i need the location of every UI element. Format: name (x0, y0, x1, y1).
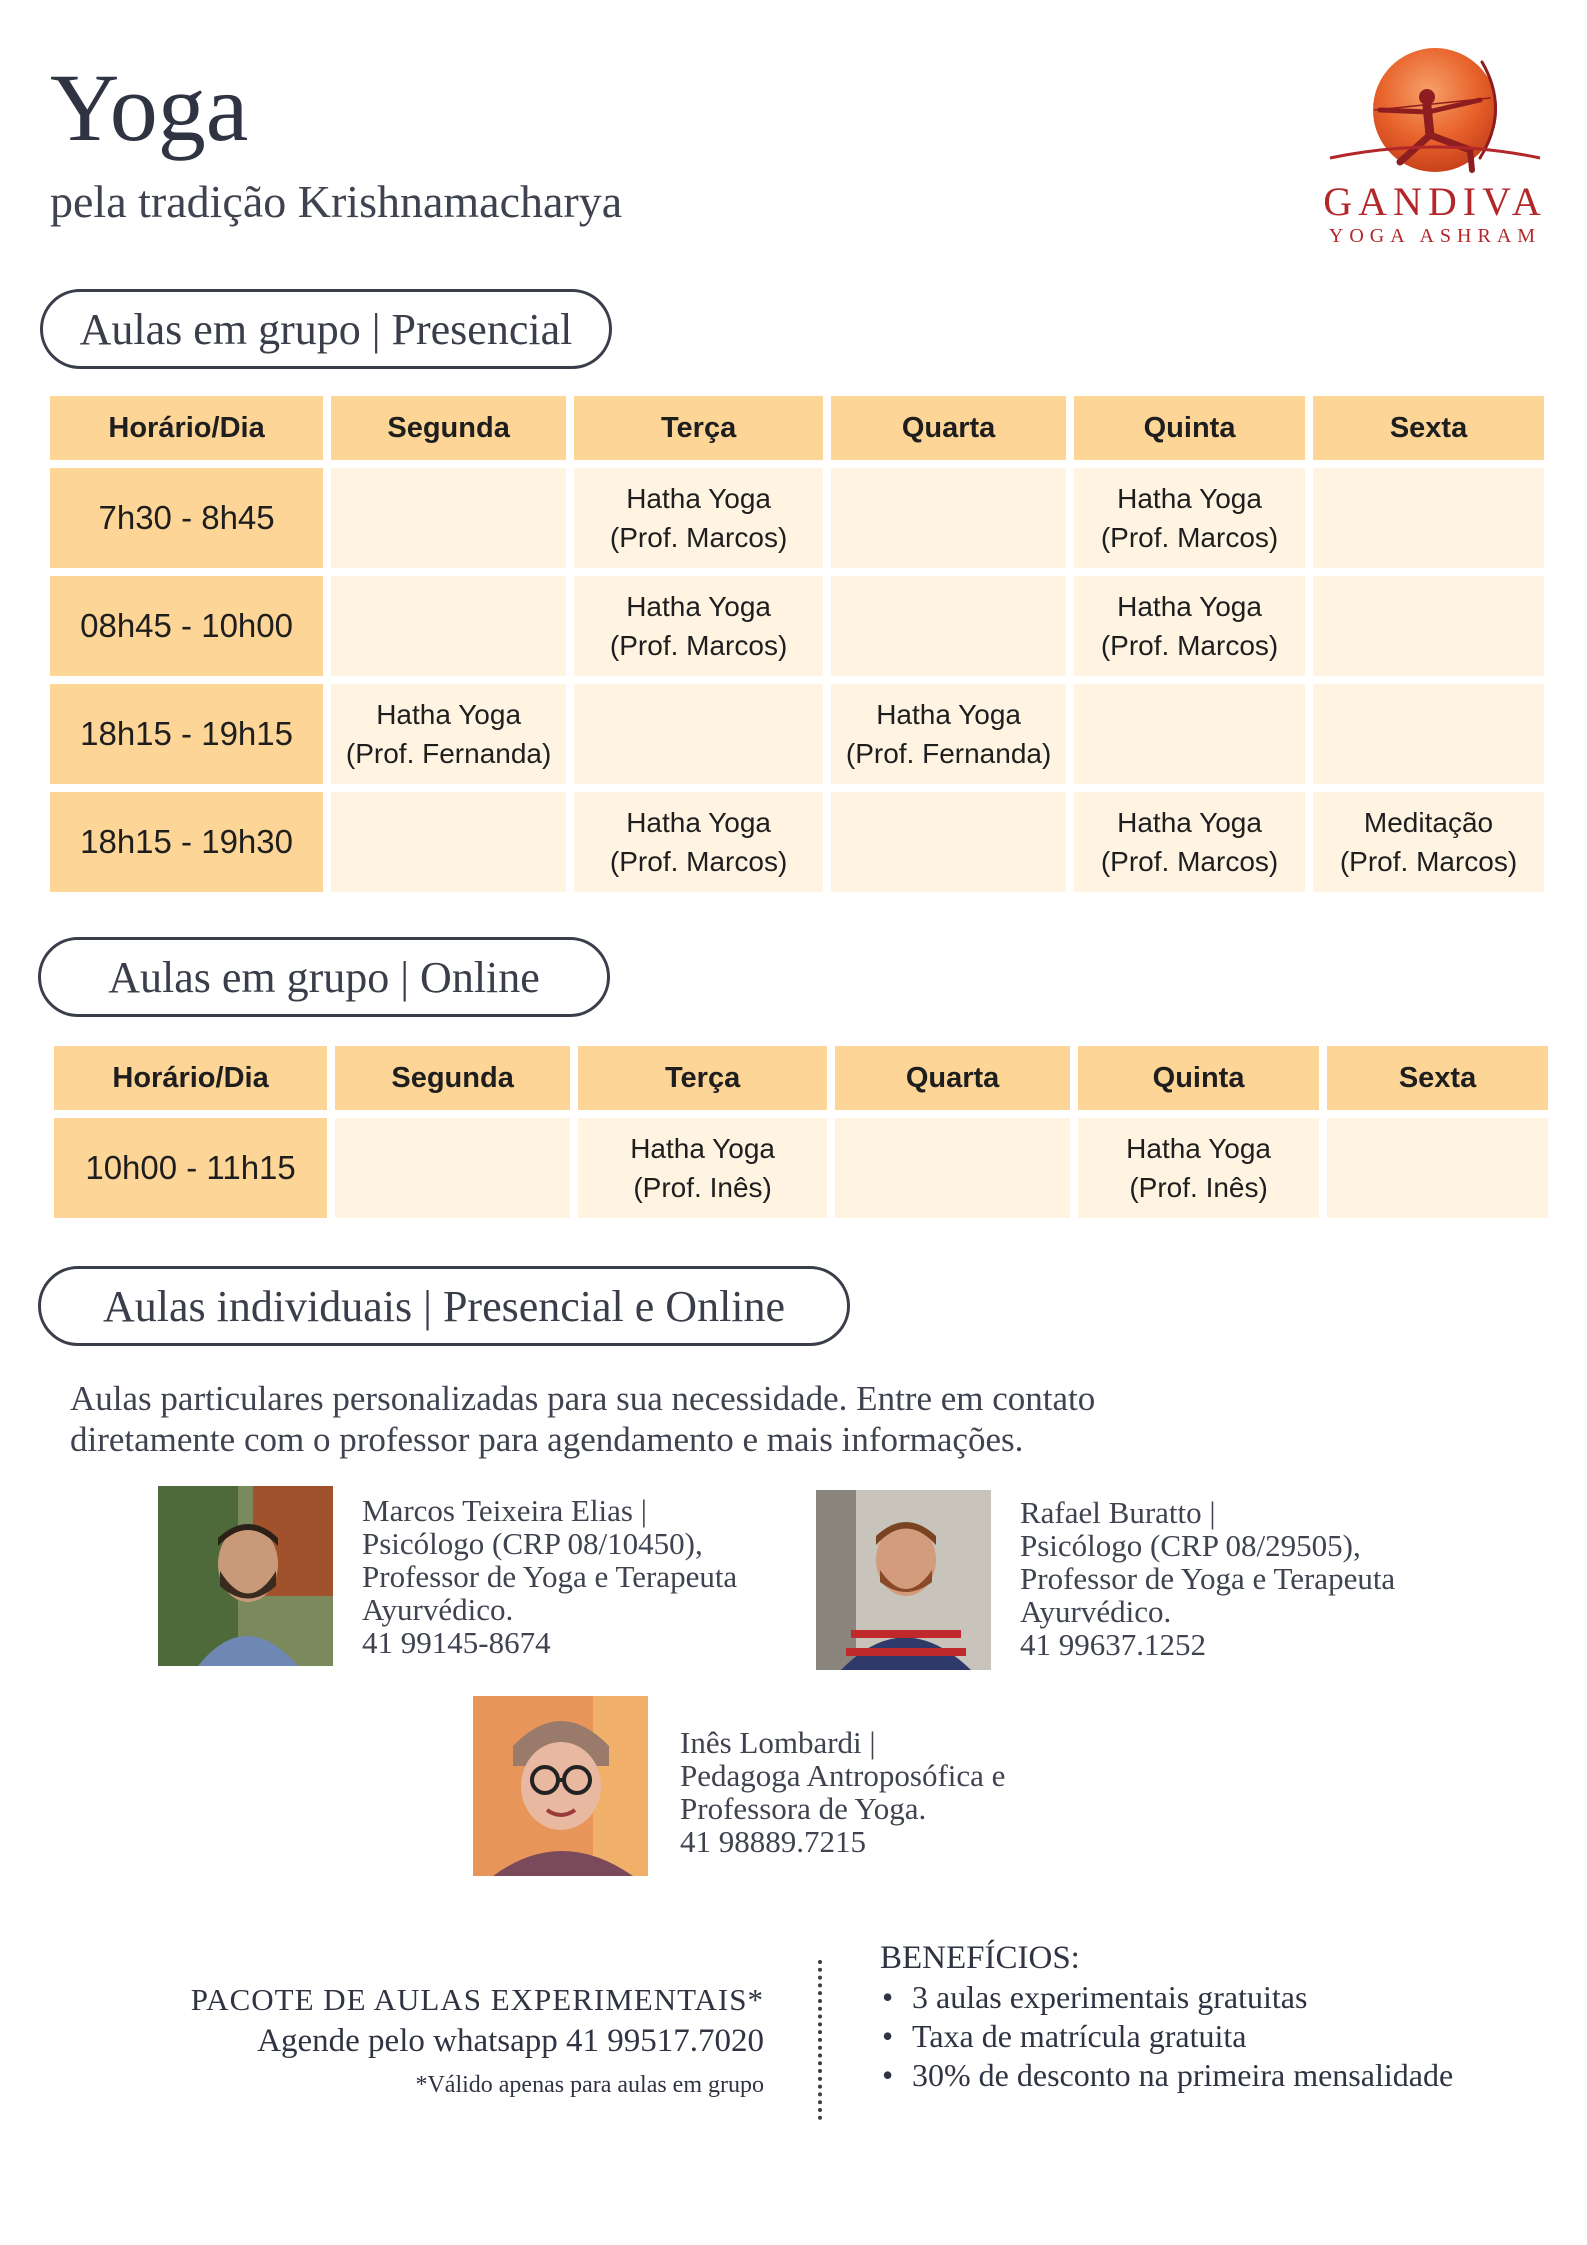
intro-text (70, 1378, 1270, 1460)
column-header: Quarta (831, 396, 1066, 460)
column-header: Terça (574, 396, 823, 460)
column-header: Quarta (835, 1046, 1070, 1110)
class-name: Hatha Yoga (1126, 1132, 1271, 1164)
teacher-name: Inês Lombardi | (680, 1725, 876, 1760)
class-cell (835, 1118, 1070, 1218)
teacher-detail: Pedagoga Antroposófica e (680, 1758, 1006, 1793)
package-note: *Válido apenas para aulas em grupo (415, 2072, 764, 2098)
class-name: Hatha Yoga (376, 698, 522, 730)
time-slot-cell: 18h15 - 19h15 (50, 684, 323, 784)
teacher-detail: Ayurvédico. (1020, 1594, 1172, 1629)
page-subtitle: pela tradição Krishnamacharya (50, 176, 623, 227)
class-cell (1313, 684, 1544, 784)
column-header: Horário/Dia (50, 396, 323, 460)
class-teacher: (Prof. Marcos) (1339, 846, 1518, 877)
teacher-name: Rafael Buratto | (1020, 1495, 1216, 1530)
class-cell (574, 792, 823, 892)
intro-line: Aulas particulares personalizadas para sua necessidade. Entre em contato (70, 1379, 1096, 1418)
class-teacher: (Prof. Marcos) (609, 522, 788, 553)
section-label-individual: Aulas individuais | Presencial e Online (38, 1266, 850, 1346)
class-cell (1313, 576, 1544, 676)
teacher-bio-ines (680, 1726, 1005, 1858)
time-slot-cell: 10h00 - 11h15 (54, 1118, 327, 1218)
teacher-detail: Ayurvédico. (362, 1592, 514, 1627)
class-name: Hatha Yoga (626, 590, 771, 622)
class-teacher: (Prof. Marcos) (1100, 846, 1279, 877)
table-header-row (50, 396, 1544, 460)
teacher-bio-marcos (362, 1494, 737, 1659)
teacher-detail: Psicólogo (CRP 08/10450), (362, 1526, 703, 1561)
class-teacher: (Prof. Fernanda) (345, 738, 552, 769)
class-cell (331, 576, 566, 676)
time-slot-cell: 18h15 - 19h30 (50, 792, 323, 892)
table-row (50, 468, 1544, 568)
class-teacher: (Prof. Inês) (1129, 1172, 1268, 1203)
class-cell (1074, 468, 1305, 568)
teacher-detail: Professor de Yoga e Terapeuta (1020, 1561, 1396, 1596)
class-cell (1327, 1118, 1548, 1218)
intro-line: diretamente com o professor para agendamento e mais informações. (70, 1420, 1024, 1459)
benefit-item: • 30% de desconto na primeira mensalidade (880, 2056, 1480, 2095)
dotted-divider (818, 1960, 822, 2120)
teacher-phone: 41 99145-8674 (362, 1625, 551, 1660)
class-name: Hatha Yoga (1117, 806, 1262, 838)
archer-sun-icon (1320, 40, 1550, 180)
class-teacher: (Prof. Marcos) (609, 630, 788, 661)
column-header: Quinta (1074, 396, 1305, 460)
class-teacher: (Prof. Marcos) (609, 846, 788, 877)
column-header: Terça (578, 1046, 827, 1110)
class-teacher: (Prof. Fernanda) (845, 738, 1052, 769)
class-cell (831, 792, 1066, 892)
teacher-detail: Professora de Yoga. (680, 1791, 927, 1826)
benefit-item: • Taxa de matrícula gratuita (880, 2017, 1480, 2056)
table-row (50, 684, 1544, 784)
column-header: Quinta (1078, 1046, 1319, 1110)
column-header: Segunda (335, 1046, 570, 1110)
class-name: Hatha Yoga (626, 482, 771, 514)
section-label-presencial: Aulas em grupo | Presencial (40, 289, 612, 369)
class-name: Hatha Yoga (1117, 590, 1262, 622)
schedule-table-online (46, 1038, 1556, 1226)
class-cell (574, 576, 823, 676)
class-cell (1313, 792, 1544, 892)
teacher-photo-ines (473, 1696, 648, 1876)
benefits-title: BENEFÍCIOS: (880, 1940, 1080, 1976)
teacher-name: Marcos Teixeira Elias | (362, 1493, 647, 1528)
class-cell (578, 1118, 827, 1218)
class-teacher: (Prof. Marcos) (1100, 630, 1279, 661)
class-cell (1074, 684, 1305, 784)
class-cell (331, 684, 566, 784)
class-cell (831, 468, 1066, 568)
class-cell (831, 684, 1066, 784)
class-name: Hatha Yoga (1117, 482, 1262, 514)
time-slot-cell: 08h45 - 10h00 (50, 576, 323, 676)
class-cell (1074, 792, 1305, 892)
package-contact: Agende pelo whatsapp 41 99517.7020 (257, 2023, 764, 2059)
class-cell (335, 1118, 570, 1218)
class-cell (574, 468, 823, 568)
class-cell (831, 576, 1066, 676)
teacher-detail: Professor de Yoga e Terapeuta (362, 1559, 738, 1594)
table-row (54, 1118, 1548, 1218)
logo-wordmark: GANDIVA (1323, 179, 1547, 224)
teacher-photo-rafael (816, 1490, 991, 1670)
teacher-phone: 41 98889.7215 (680, 1824, 866, 1859)
column-header: Sexta (1327, 1046, 1548, 1110)
teacher-phone: 41 99637.1252 (1020, 1627, 1206, 1662)
time-slot-cell: 7h30 - 8h45 (50, 468, 323, 568)
table-row (50, 792, 1544, 892)
logo-tagline: YOGA ASHRAM (1328, 225, 1542, 247)
class-name: Meditação (1363, 806, 1494, 838)
teacher-bio-rafael (1020, 1496, 1395, 1661)
class-name: Hatha Yoga (626, 806, 771, 838)
benefits-list (880, 1978, 1480, 2095)
schedule-table-presencial (42, 388, 1552, 900)
class-cell (331, 792, 566, 892)
table-row (50, 576, 1544, 676)
class-cell (1078, 1118, 1319, 1218)
column-header: Sexta (1313, 396, 1544, 460)
class-teacher: (Prof. Marcos) (1100, 522, 1279, 553)
column-header: Horário/Dia (54, 1046, 327, 1110)
table-header-row (54, 1046, 1548, 1110)
class-cell (1074, 576, 1305, 676)
gandiva-logo (1320, 40, 1550, 260)
package-title: PACOTE DE AULAS EXPERIMENTAIS* (190, 1982, 764, 2017)
teacher-photo-marcos (158, 1486, 333, 1666)
class-name: Hatha Yoga (630, 1132, 775, 1164)
class-cell (1313, 468, 1544, 568)
class-teacher: (Prof. Inês) (633, 1172, 772, 1203)
class-cell (331, 468, 566, 568)
benefit-item: • 3 aulas experimentais gratuitas (880, 1978, 1480, 2017)
section-label-online: Aulas em grupo | Online (38, 937, 610, 1017)
page-title: Yoga (50, 54, 249, 161)
class-name: Hatha Yoga (876, 698, 1021, 730)
teacher-detail: Psicólogo (CRP 08/29505), (1020, 1528, 1361, 1563)
class-cell (574, 684, 823, 784)
column-header: Segunda (331, 396, 566, 460)
